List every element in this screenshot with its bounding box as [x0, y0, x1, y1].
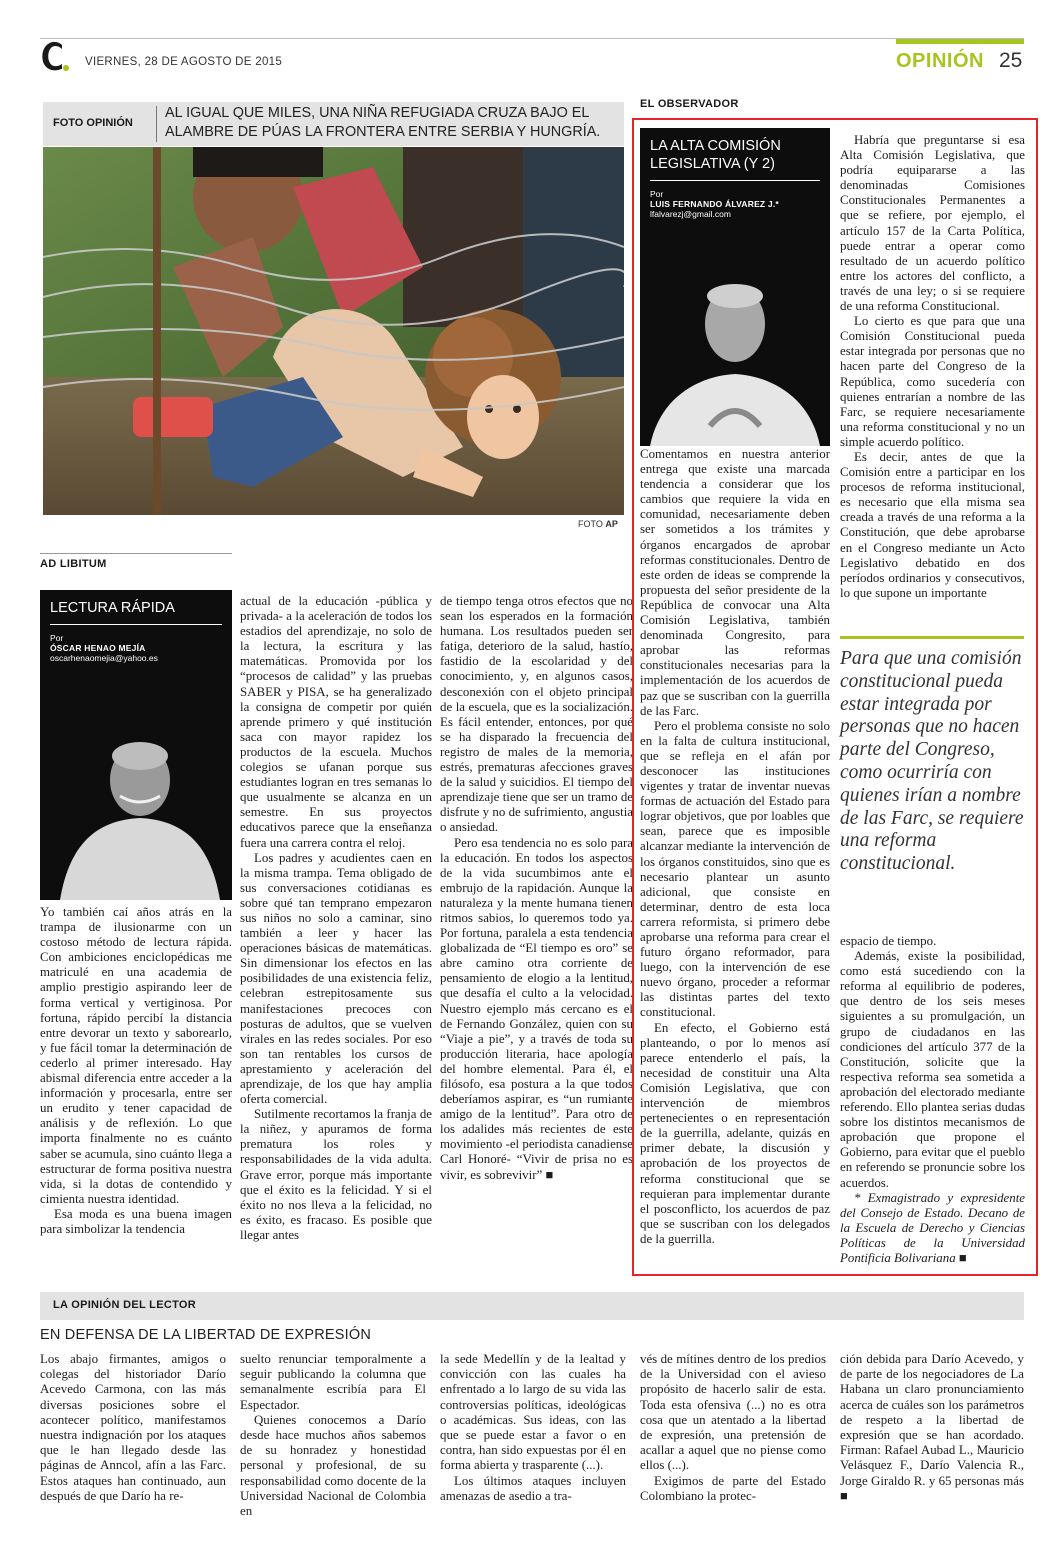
paragraph: Exigimos de parte del Estado Colombiano la protec-: [640, 1473, 826, 1503]
column-title: LA ALTA COMISIÓN LEGISLATIVA (Y 2): [650, 138, 781, 172]
foto-opinion-divider: [156, 106, 157, 142]
letter-col2: [240, 1352, 426, 1519]
letter-col3: [440, 1352, 626, 1504]
paragraph: espacio de tiempo.: [840, 934, 937, 948]
article-highlight-frame: [632, 118, 1038, 1276]
letter-col5: [840, 1352, 1024, 1504]
author-name: ÓSCAR HENAO MEJÍA: [50, 643, 146, 653]
paragraph: vés de mítines dentro de los predios de la Universidad con el avieso propósito de hacerlo salir de esta. Toda esta ofensiva (...) no es otra cosa que un atentado a la libertad de expresión, una pretensión de acallar a aquel que no piense como ellos (...).: [640, 1352, 826, 1473]
paragraph: Es decir, antes de que la Comisión entre a participar en los procesos de reforma institucional, es necesario que ella misma sea creada a través de una reforma a la Constitución, que debe aprobarse en el Congreso mediante un Acto Legislativo debatido en dos períodos ordinarios y consecutivos, lo que supone un importante: [840, 449, 1025, 600]
paragraph: Yo también caí años atrás en la trampa de ilusionarme con un costoso método de lectura rápida. Con ambiciones enciclopédicas me matriculé en una academia de amplio prestigio aspirando leer de forma vertical y vertiginosa. Por fortuna, rápido percibí la distancia entre devorar un texto y saborearlo, y fue fácil tomar la determinación de cederlo al primer interesado. Hay abismal diferencia entre acceder a la información y procesarla, entre ser un erudito y tener capacidad de análisis y de reflexión. Lo que importa finalmente no es cuánto saber se acumula, sino cuánto llega a estructurar de forma positiva nuestra vida, si la dotas de contendido y cimienta nuestra identidad.: [40, 905, 232, 1206]
paragraph: Los abajo firmantes, amigos o colegas del historiador Darío Acevedo Carmona, con las más diversas posiciones sobre el acontecer político, manifestamos nuestra indignación por los ataques que le han llegado desde las páginas de Anncol, afín a las Farc. Estos ataques han continuado, aun después de que Darío ha re-: [40, 1352, 226, 1503]
photo-caption: AL IGUAL QUE MILES, UNA NIÑA REFUGIADA CRUZA BAJO EL ALAMBRE DE PÚAS LA FRONTERA ENTRE SERBIA Y HUNGRÍA.: [165, 105, 601, 140]
letter-col4: [640, 1352, 826, 1504]
paragraph: Además, existe la posibilidad, como está sucediendo con la reforma al equilibrio de poderes, que dentro de los seis meses siguientes a su promulgación, un grupo de ciudadanos en las condiciones del artículo 377 de la Constitución, solicite que la respectiva reforma sea sometida a aprobación del electorado mediante referendo. Ello plantea serias dudas sobre los distintos mecanismos de aprobación que propone el Gobierno, para evitar que el pueblo en referendo se pronuncie sobre los acuerdos.: [840, 949, 1025, 1190]
el-observador-section-label: EL OBSERVADOR: [640, 98, 739, 110]
ad-libitum-rule: [40, 553, 232, 554]
author-email: oscarhenaomejia@yahoo.es: [50, 653, 158, 663]
column-title: LECTURA RÁPIDA: [50, 600, 175, 616]
section-name: OPINIÓN: [896, 50, 984, 72]
paragraph: Pero el problema consiste no solo en la falta de cultura institucional, que se refleja en el afán por desconocer las instituciones vigentes y tratar de inventar nuevas formas de actuación del Estado para lograr objetivos, que por loables que sean, parece que es imposible alcanzar mediante la intervención de los órganos constituidos, sino que es necesario plantear un asunto adicional, que consiste en determinar, dentro de esta loca carrera reformista, si primero debe aprobarse una reforma para crear el futuro órgano reformador, para luego, con la intervención de ese nuevo órgano, proceder a reformar las distintas partes del texto constitucional.: [640, 718, 830, 1020]
letter-col1: [40, 1352, 226, 1504]
refugee-girl-photo: [43, 147, 624, 515]
foto-opinion-label: FOTO OPINIÓN: [53, 117, 133, 129]
newspaper-logo: [38, 36, 72, 76]
paragraph: Los padres y acudientes caen en la misma trampa. Tema obligado de sus conversaciones cotidianas es sobre qué tan temprano empezaron sus niños no solo a caminar, sino también a leer y hacer las operaciones básicas de matemáticas. Sin dimensionar los efectos en las posibilidades de una existencia feliz, celebran estrepitosamente sus manifestaciones precoces con posturas de adultos, que se vuelven virales en las redes sociales. Por eso son tan rentables los cursos de aprestamiento y aceleración del aprendizaje, de los que hay amplia oferta comercial.: [240, 850, 432, 1107]
page-number: 25: [999, 49, 1023, 72]
top-rule: [40, 38, 1024, 39]
footnote: * Exmagistrado y expresidente del Consejo de Estado. Decano de la Escuela de Derecho y Ciencias Políticas de la Universidad Pontificia Bolivariana ■: [840, 1190, 1025, 1265]
paragraph: Quienes conocemos a Darío desde hace muchos años sabemos de su honradez y honestidad personal y profesional, de su responsabilidad como docente de la Universidad Nacional de Colombia en: [240, 1412, 426, 1519]
byline-por: Por: [650, 189, 664, 199]
letter-headline: EN DEFENSA DE LA LIBERTAD DE EXPRESIÓN: [40, 1327, 371, 1343]
paragraph: la sede Medellín y de la lealtad y convicción con las cuales ha enfrentado a lo largo de su vida las controversias políticas, ideológicas o académicas. Sus ideas, con las que se puede estar a favor o en contra, han sido expuestas por él en forma abierta y trasparente (...).: [440, 1352, 626, 1473]
author-email: lfalvarezj@gmail.com: [650, 209, 731, 219]
ad-libitum-section-label: AD LIBITUM: [40, 558, 107, 570]
byline-por: Por: [50, 633, 64, 643]
paragraph: Comentamos en nuestra anterior entrega que existe una marcada tendencia a considerar que los cambios que requiere la vida en comunidad, necesariamente deben ser sometidos a los trámites y órganos encargados de aprobar reformas constitucionales. Dentro de este orden de ideas se comprende la propuesta del señor presidente de la República de convocar una Alta Comisión Legislativa, también denominada Congresito, para aprobar las reformas constitucionales necesarias para la implementación de los acuerdos de paz que se suscriban con la guerrilla de las Farc.: [640, 447, 830, 718]
paragraph: Esa moda es una buena imagen para simbolizar la tendencia: [40, 1206, 232, 1236]
lectura-rapida-col2: [240, 594, 432, 1243]
column-title-rule: [50, 624, 222, 625]
author-portrait-henao: [40, 700, 232, 900]
author-name: LUIS FERNANDO ÁLVAREZ J.*: [650, 199, 779, 209]
photo-credit: FOTO AP: [578, 519, 618, 529]
section-accent-bar: [896, 39, 1024, 44]
issue-date: VIERNES, 28 DE AGOSTO DE 2015: [85, 56, 283, 68]
paragraph: En efecto, el Gobierno está planteando, o por lo menos así parece entenderlo el país, la necesidad de constituir una Alta Comisión Legislativa, que con intervención de miembros pertenecientes o en representación de la guerrilla, adelante, quizás en primer debate, la discusión y aprobación de los proyectos de reforma constitucional que se requieran para implementar durante el posconflicto, los acuerdos de paz que se suscriban con los delegados de la guerrilla.: [640, 1020, 830, 1246]
lectura-rapida-author-box: [40, 590, 232, 900]
paragraph: de tiempo tenga otros efectos que no sean los esperados en la formación humana. Los resultados pueden ser fatiga, deterioro de la salud, hastío, fastidio de la escolaridad y del conocimiento, y, en algunos casos, desconexión con el objeto principal de la escuela, que es la socialización. Es fácil entender, entonces, por qué se ha disparado la frecuencia del registro de males de la memoria, estrés, prematuras afecciones graves de la salud y suicidios. El tiempo del aprendizaje tiene que ser un tramo de disfrute y no de sufrimiento, angustia o ansiedad.: [440, 594, 633, 835]
lectura-rapida-col1: [40, 905, 232, 1237]
lector-section-label: LA OPINIÓN DEL LECTOR: [53, 1299, 196, 1311]
paragraph: ción debida para Darío Acevedo, y de parte de los negociadores de La Habana un claro pronunciamiento acerca de cuáles son los parámetros de respeto a la libertad de expresión que se han acordado. Firman: Rafael Aubad L., Mauricio Velásquez F., Darío Valencia R., Jorge Giraldo R. y 65 personas más ■: [840, 1352, 1024, 1503]
paragraph: Pero esa tendencia no es solo para la educación. En todos los aspectos de la vida sucumbimos ante el embrujo de la rapidación. Aunque la naturaleza y la mente humana tienen ritmos sabios, lo queremos todo ya. Por fortuna, paralela a esta tendencia globalizada de “El tiempo es oro” se abre camino otra corriente de pensamiento de elogio a la lentitud, que desafía el culto a la velocidad. Nuestro ejemplo más cercano es el de Fernando González, quien con su “Viaje a pie”, y a través de toda su producción literaria, hace apología del hombre elemental. Para él, el filósofo, esa postura a la que todos deberíamos aspirar, es “un rumiante amigo de la lentitud”. Para otro de los adalides más recientes de este movimiento -el periodista canadiense Carl Honoré- “Vivir de prisa no es vivir, es sobrevivir” ■: [440, 835, 633, 1182]
paragraph: actual de la educación -pública y privada- a la aceleración de todos los estadios del aprendizaje, no solo de la lectura, la escritura y las matemáticas. Promovida por los “procesos de calidad” y las pruebas SABER y PISA, se ha generalizado la consigna de competir por quién aprende primero y qué institución saca con mayor rapidez los productos de la escuela. Muchos colegios se ufanan porque sus estudiantes logran en tres semanas lo que usualmente se alcanza en un semestre. En sus proyectos educativos parece que la enseñanza fuera una carrera contra el reloj.: [240, 594, 432, 850]
pullquote: Para que una comisión constitucional pueda estar integrada por personas que no hacen parte del Congreso, como ocurriría con quienes irían a nombre de las Farc, se requiere una reforma constitucional.: [840, 648, 1024, 875]
lectura-rapida-col3: [440, 594, 633, 1183]
paragraph: Los últimos ataques incluyen amenazas de asedio a tra-: [440, 1473, 626, 1503]
paragraph: Lo cierto es que para que una Comisión Constitucional pueda estar integrada por personas que no hacen parte del Congreso de la República, como sucedería con quienes entrarían a nombre de las Farc, se requiere necesariamente una reforma constitucional y no un simple acuerdo político.: [840, 314, 1025, 449]
paragraph: Sutilmente recortamos la franja de la niñez, y apuramos de forma prematura los roles y responsabilidades de la vida adulta. Grave error, porque más importante que el éxito es la felicidad. Y si el éxito no nos lleva a la felicidad, no es éxito, es fracaso. Es posible que llegar antes: [240, 1107, 432, 1242]
paragraph: suelto renunciar temporalmente a seguir publicando la columna que semanalmente escribía para El Espectador.: [240, 1352, 426, 1412]
paragraph: Habría que preguntarse si esa Alta Comisión Legislativa, que podría equipararse a las denominadas Comisiones Constitucionales Permanentes a que se refiere, por ejemplo, el artículo 157 de la Carta Política, puede entrar a operar como resultado de un acuerdo político entre los actores del conflicto, a través de una ley; o si se requiere de una reforma Constitucional.: [840, 133, 1025, 314]
